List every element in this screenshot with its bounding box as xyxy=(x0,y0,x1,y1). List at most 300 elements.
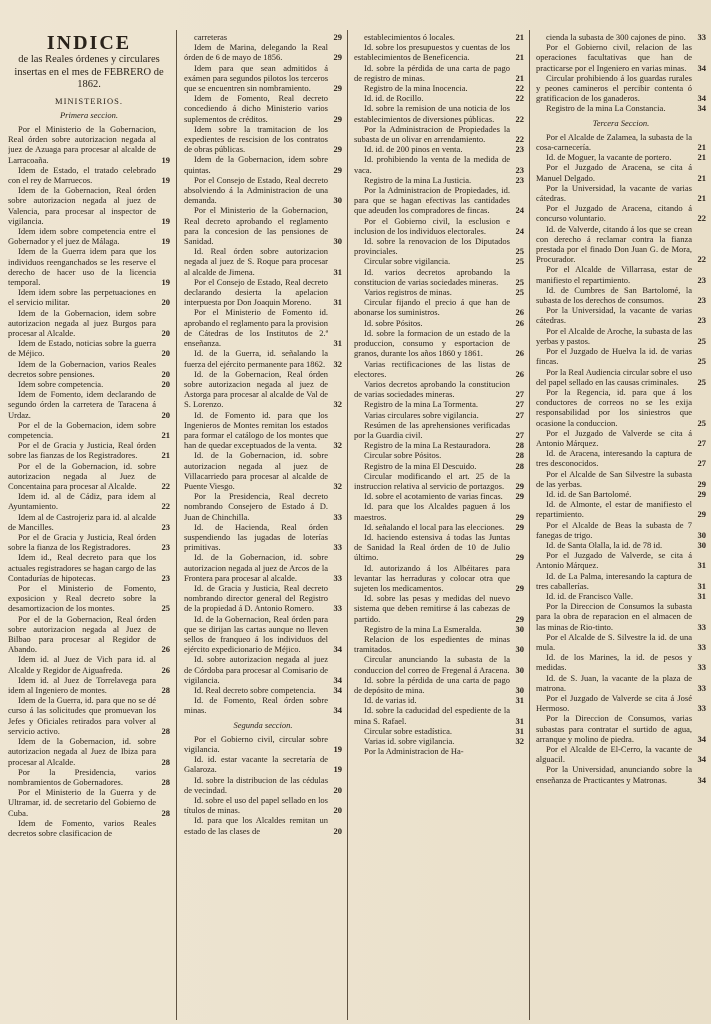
index-entry xyxy=(8,389,170,420)
entry-text: Idem de la Guerra idem para que los individuos reenganchados se les reserve el derecho de hacer uso de la licencia temporal. xyxy=(8,246,156,287)
index-entry xyxy=(536,346,706,366)
entry-text: Id. de Hacienda, Real órden suspendiendo las jugadas de loterías primitivas. xyxy=(184,521,328,553)
entry-text: Varias circulares sobre vigilancia. xyxy=(364,409,479,420)
index-entry xyxy=(8,675,170,695)
entry-text: Por el Ministerio de la Gobernacion, Real órden sobre autorizacion negada al juez de Azuaga para procesar al alcalde de Larracoaña. xyxy=(8,123,156,165)
entry-text: Id. de Moguer, la vacante de portero. xyxy=(546,152,672,163)
entry-text: Id. de Almonte, el estar de manifiesto el repartimiento. xyxy=(536,499,692,520)
entry-page-number: 21 xyxy=(161,430,170,440)
entry-text: Por la Administracion de Ha- xyxy=(364,746,464,757)
index-entry xyxy=(354,440,524,450)
entry-page-number: 20 xyxy=(333,784,342,795)
entry-text: Por el Juzgado de Valverde, se cita á Antonio Márquez. xyxy=(536,550,692,571)
index-entry xyxy=(536,632,706,652)
entry-page-number: 34 xyxy=(333,644,342,655)
entry-text: Id. para que los Alcaldes remitan un estado de las clases de xyxy=(184,815,328,836)
column-3 xyxy=(354,32,524,1017)
entry-page-number: 29 xyxy=(515,511,524,522)
entry-text: Id. de Santa Olalla, la id. de 78 id. xyxy=(546,539,663,550)
index-entry xyxy=(536,591,706,601)
entry-text: Id. de La Palma, interesando la captura de tres caballerías. xyxy=(536,570,692,591)
entry-page-number: 23 xyxy=(515,174,524,185)
entry-text: Idem al de Castrojeriz para id. al alcalde de Mancilles. xyxy=(8,511,156,532)
index-entry xyxy=(354,695,524,705)
entry-text: Idem id., Real decreto para que los actuales registradores se hagan cargo de las Contadurías de hipotecas. xyxy=(8,552,156,583)
entry-text: Id. sobre autorizacion negada al juez de Córdoba para procesar al Comisario de vigilancia. xyxy=(184,654,328,685)
entry-text: Varios decretos aprobando la constitucion de varias sociedades mineras. xyxy=(354,378,510,400)
entry-text: Id. de Fomento id. para que los Ingenieros de Montes remitan los estados para formar el catálogo de los montes que han de quedar exceptuados de la venta. xyxy=(184,409,328,451)
entry-text: Idem de Marina, delegando la Real órden de 6 de mayo de 1856. xyxy=(184,42,328,63)
entry-page-number: 28 xyxy=(161,807,170,818)
entry-page-number: 34 xyxy=(697,93,706,104)
entry-text: Por la Real Audiencia circular sobre el uso del papel sellado en las causas criminales. xyxy=(536,366,692,387)
entry-page-number: 32 xyxy=(333,480,342,491)
entry-text: Idem de la Gobernacion, idem sobre autorizacion negada al juez Burgos para procesar al Alcalde. xyxy=(8,307,156,338)
index-entry xyxy=(354,144,524,154)
entry-page-number: 30 xyxy=(333,195,342,206)
entry-text: Registro de la mina La Restauradora. xyxy=(364,440,491,451)
index-entry xyxy=(184,614,342,655)
entry-page-number: 21 xyxy=(697,172,706,183)
entry-text: Por el Ministerio de Fomento id. aprobando el reglamento para la provision de Cátedras de los Institutos de 2.ª enseñanza. xyxy=(184,307,328,349)
index-entry xyxy=(8,736,170,767)
entry-list-4 xyxy=(536,32,706,114)
index-entry xyxy=(184,175,342,206)
entry-text: Id. sobre la remision de una noticia de los establecimientos de diversiones públicas. xyxy=(354,103,510,124)
entry-page-number: 30 xyxy=(333,236,342,247)
index-entry xyxy=(184,491,342,522)
entry-text: Id. id. estar vacante la secretaría de Galaroza. xyxy=(184,754,328,775)
entry-text: Varias id. sobre vigilancia. xyxy=(364,736,455,747)
index-entry xyxy=(8,338,170,358)
index-entry xyxy=(354,399,524,409)
entry-page-number: 29 xyxy=(333,164,342,175)
entry-page-number: 19 xyxy=(161,174,170,185)
index-entry xyxy=(184,277,342,308)
index-entry xyxy=(536,448,706,468)
index-entry xyxy=(8,512,170,532)
entry-page-number: 27 xyxy=(515,409,524,420)
index-entry xyxy=(8,787,170,818)
index-entry xyxy=(536,693,706,713)
index-entry xyxy=(184,450,342,491)
entry-text: Idem para que sean admitidos á exámen para segundos pilotos los terceros que se encuentren sin nombramiento. xyxy=(184,62,328,94)
index-entry xyxy=(354,654,524,674)
index-entry xyxy=(354,491,524,501)
entry-page-number: 22 xyxy=(697,213,706,224)
entry-text: Registro de la mina La Constancia. xyxy=(546,103,666,114)
index-entry xyxy=(354,256,524,266)
entry-text: Por la Universidad, la vacante de varias cátedras. xyxy=(536,305,692,326)
entry-text: Circular sobre Pósitos. xyxy=(364,450,442,461)
entry-text: Idem de Fomento, Real decreto concediendo á dicho Ministerio varios suplementos de créditos. xyxy=(184,93,328,124)
entry-page-number: 21 xyxy=(515,52,524,63)
entry-text: Registro de la mina La Justicia. xyxy=(364,174,472,185)
entry-page-number: 24 xyxy=(515,205,524,216)
entry-page-number: 29 xyxy=(697,509,706,520)
entry-page-number: 25 xyxy=(515,256,524,267)
entry-text: Por el Consejo de Estado, Real decreto declarando desierta la apelacion interpuesta por Don Joaquin Moreno. xyxy=(184,276,328,308)
index-entry xyxy=(184,734,342,754)
entry-text: Id. sobre la caducidad del espediente de la mina S. Rafael. xyxy=(354,705,510,726)
entry-text: Id. señalando el local para las elecciones. xyxy=(364,521,505,532)
entry-text: Id. de Cumbres de San Bartolomé, la subasta de los derechos de consumos. xyxy=(536,284,692,306)
entry-text: Circular anunciando la subasta de la conduccion del correo de Fregenal á Aracena. xyxy=(354,654,510,675)
entry-page-number: 33 xyxy=(333,542,342,553)
index-entry xyxy=(354,93,524,103)
entry-text: Idem idem sobre competencia entre el Gobernador y el juez de Málaga. xyxy=(8,225,156,247)
entry-page-number: 29 xyxy=(515,480,524,491)
entry-list-3 xyxy=(354,32,524,756)
entry-text: Id. sobre el acotamiento de varias fincas. xyxy=(364,491,503,502)
entry-text: Idem de Fomento, idem declarando de segundo órden la carretera de Taracena á Urdaz. xyxy=(8,389,156,420)
entry-text: Idem id. al Juez de Torrelavega para idem al Ingeniero de montes. xyxy=(8,674,156,696)
entry-page-number: 28 xyxy=(515,460,524,471)
column-rule xyxy=(529,30,530,1020)
entry-page-number: 34 xyxy=(697,774,706,785)
entry-page-number: 29 xyxy=(515,491,524,502)
entry-text: Por el Gobierno civil, circular sobre vigilancia. xyxy=(184,733,328,755)
entry-text: establecimientos ó locales. xyxy=(364,32,455,42)
entry-text: Registro de la mina El Descuido. xyxy=(364,460,477,471)
index-entry xyxy=(354,746,524,756)
entry-page-number: 33 xyxy=(697,621,706,632)
entry-text: Por el Juzgado de Aracena, citando á concurso voluntario. xyxy=(536,203,692,224)
entry-text: Id. sobre la renovacion de los Diputados provinciales. xyxy=(354,236,510,257)
entry-text: Por el Alcalde de Zalamea, la subasta de la cosa-carnecería. xyxy=(536,131,692,153)
entry-text: Id. id. de Rocillo. xyxy=(364,93,424,104)
index-entry xyxy=(354,705,524,725)
index-entry xyxy=(8,226,170,246)
entry-page-number: 22 xyxy=(161,481,170,492)
entry-page-number: 23 xyxy=(697,295,706,306)
index-entry xyxy=(8,695,170,736)
index-entry xyxy=(354,32,524,42)
index-entry xyxy=(354,461,524,471)
index-entry xyxy=(184,124,342,155)
index-entry xyxy=(8,124,170,165)
index-entry xyxy=(354,297,524,317)
index-entry xyxy=(354,83,524,93)
entry-page-number: 31 xyxy=(697,580,706,591)
entry-page-number: 33 xyxy=(697,703,706,714)
index-entry xyxy=(536,203,706,223)
entry-text: Idem de Fomento, varios Reales decretos sobre clasificacion de xyxy=(8,817,156,838)
entry-text: Id. autorizando á los Albéitares para levantar las herraduras y colocar otra que sujeten los medicamentos. xyxy=(354,562,510,593)
index-entry xyxy=(184,410,342,451)
entry-text: Varias rectificaciones de las listas de electores. xyxy=(354,358,510,379)
index-entry xyxy=(354,359,524,379)
page-title: INDICE xyxy=(46,32,132,54)
entry-list-1 xyxy=(8,124,170,838)
entry-text: Idem de la Gobernacion, id. sobre autorizacion negada al Juez de Ibiza para procesar al Alcalde. xyxy=(8,736,156,767)
entry-page-number: 25 xyxy=(697,335,706,346)
index-entry xyxy=(354,267,524,287)
entry-page-number: 33 xyxy=(333,572,342,583)
index-entry xyxy=(536,764,706,784)
entry-text: Registro de la mina La Esmeralda. xyxy=(364,623,482,634)
section-ministerios: MINISTERIOS. xyxy=(55,95,123,106)
index-entry xyxy=(536,387,706,428)
entry-text: Resúmen de las aprehensiones verificadas por la Guardia civil. xyxy=(354,419,510,440)
entry-text: Idem de la Gobernacion, Real órden sobre autorizacion negada al juez de Valencia, para procesar al inspector de vigilancia. xyxy=(8,185,156,226)
entry-page-number: 33 xyxy=(697,641,706,652)
entry-page-number: 20 xyxy=(161,409,170,420)
entry-page-number: 23 xyxy=(161,572,170,583)
entry-page-number: 29 xyxy=(515,521,524,532)
entry-page-number: 28 xyxy=(161,776,170,787)
entry-text: Por el Juzgado de Aracena, se cita á Manuel Delgado. xyxy=(536,162,692,183)
index-entry xyxy=(536,224,706,265)
entry-text: Id. de Valverde, citando á los que se crean con derecho á reclamar contra la fianza prestada por el finado Don Juan G. de Mora, Procurador. xyxy=(536,223,692,265)
index-entry xyxy=(536,489,706,499)
entry-page-number: 19 xyxy=(333,764,342,775)
index-entry xyxy=(536,326,706,346)
entry-page-number: 26 xyxy=(161,644,170,655)
entry-page-number: 21 xyxy=(697,152,706,163)
entry-page-number: 34 xyxy=(333,705,342,716)
index-entry xyxy=(536,132,706,152)
index-entry xyxy=(354,522,524,532)
entry-page-number: 23 xyxy=(515,164,524,175)
index-entry xyxy=(8,654,170,674)
entry-text: Por el de Gracia y Justicia, Real órden sobre la fianza de los Registradores. xyxy=(8,532,156,553)
entry-page-number: 31 xyxy=(515,725,524,736)
entry-text: Id. sobre Pósitos. xyxy=(364,317,423,328)
entry-page-number: 22 xyxy=(161,501,170,512)
entry-page-number: 26 xyxy=(161,664,170,675)
entry-text: Id. haciendo estensiva á todas las Juntas de Sanidad la Real órden de 10 de Julio último. xyxy=(354,531,510,563)
page-subtitle: de las Reales órdenes y circulares insertas en el mes de FEBRERO de 1862. xyxy=(14,54,164,90)
entry-text: Idem de la Gobernacion, idem sobre quintas. xyxy=(184,154,328,175)
entry-page-number: 31 xyxy=(697,590,706,601)
entry-text: Id. Real órden sobre autorizacion negada al juez de S. Roque para procesar al alcalde de Jimena. xyxy=(184,246,328,277)
entry-page-number: 33 xyxy=(333,603,342,614)
entry-text: Idem id. al Juez de Vich para id. al Alcalde y Regidor de Aiguafreda. xyxy=(8,654,156,675)
entry-text: Por la Administracion de Propiedades la subasta de un olivar en arrendamiento. xyxy=(354,123,510,145)
index-entry xyxy=(354,410,524,420)
entry-text: Id. de la Guerra, id. señalando la fuerza del ejército permanente para 1862. xyxy=(184,348,328,369)
index-entry xyxy=(354,420,524,440)
index-entry xyxy=(354,726,524,736)
entry-text: Id. de la Gobernacion, Real órden sobre autorizacion negada al juez de Astorga para procesar al alcalde de Val de S. Lorenzo. xyxy=(184,368,328,410)
entry-text: Por el Gobierno civil, la esclusion e inclusion de los individuos electorales. xyxy=(354,215,510,236)
entry-page-number: 21 xyxy=(161,450,170,461)
entry-text: Id. sobre la pérdida de una carta de pago de depósito de mina. xyxy=(354,674,510,695)
entry-text: carreteras xyxy=(194,32,228,42)
section-primera: Primera seccion. xyxy=(59,109,119,120)
entry-text: Por el de la Gobernacion, Real órden sobre autorizacion negada al Juez de Bilbao para procesar al Regidor de Abando. xyxy=(8,613,156,655)
index-entry xyxy=(536,428,706,448)
entry-text: Por la Universidad, anunciando sobre la enseñanza de Practicantes y Matronas. xyxy=(536,764,692,785)
entry-text: Id. prohibiendo la venta de la medida de vaca. xyxy=(354,154,510,175)
index-entry xyxy=(354,736,524,746)
index-entry xyxy=(8,246,170,287)
entry-text: Idem de la Gobernacion, varios Reales decretos sobre pensiones. xyxy=(8,358,156,379)
index-entry xyxy=(8,185,170,226)
entry-page-number: 23 xyxy=(697,274,706,285)
index-entry xyxy=(536,305,706,325)
entry-page-number: 26 xyxy=(515,307,524,318)
index-entry xyxy=(354,593,524,624)
entry-page-number: 29 xyxy=(697,488,706,499)
entry-page-number: 25 xyxy=(515,287,524,298)
entry-text: Circular prohibiendo á los guardas rurales y peones camineros el percibir contenta ó gratificacion de los ganaderos. xyxy=(536,72,692,104)
entry-page-number: 25 xyxy=(161,603,170,614)
entry-page-number: 23 xyxy=(697,315,706,326)
index-entry xyxy=(184,815,342,835)
index-entry xyxy=(184,583,342,614)
entry-page-number: 27 xyxy=(697,437,706,448)
index-entry xyxy=(354,471,524,491)
entry-page-number: 34 xyxy=(697,754,706,765)
index-entry xyxy=(184,246,342,277)
entry-page-number: 24 xyxy=(515,225,524,236)
entry-text: Id. de varias id. xyxy=(364,695,417,706)
index-entry xyxy=(354,450,524,460)
index-entry xyxy=(354,563,524,594)
entry-text: Por el Alcalde de Villarrasa, estar de manifiesto el repartimiento. xyxy=(536,264,692,285)
entry-page-number: 31 xyxy=(515,695,524,706)
entry-page-number: 19 xyxy=(161,276,170,287)
index-entry xyxy=(536,673,706,693)
entry-text: Por la Administracion de Propiedades, id. para que se hagan efectivas las cantidades que adeuden los compradores de fincas. xyxy=(354,185,510,216)
entry-page-number: 30 xyxy=(697,529,706,540)
index-entry xyxy=(8,287,170,307)
entry-text: Id. id. de Francisco Valle. xyxy=(546,590,633,601)
entry-text: Idem de Estado, el tratado celebrado con el rey de Marruecos. xyxy=(8,164,156,185)
entry-page-number: 29 xyxy=(515,613,524,624)
entry-page-number: 30 xyxy=(697,539,706,550)
index-entry xyxy=(536,550,706,570)
entry-page-number: 28 xyxy=(515,450,524,461)
entry-page-number: 28 xyxy=(161,685,170,696)
index-entry xyxy=(184,307,342,348)
section-tercera: Tercera Seccion. xyxy=(592,117,650,128)
index-entry xyxy=(354,63,524,83)
column-4 xyxy=(536,32,706,1017)
entry-text: Idem sobre la tramitacion de los expedientes de rescision de los contratos de obras públicas. xyxy=(184,123,328,155)
entry-page-number: 29 xyxy=(333,113,342,124)
entry-page-number: 34 xyxy=(333,674,342,685)
entry-page-number: 34 xyxy=(697,733,706,744)
entry-page-number: 27 xyxy=(515,389,524,400)
index-entry xyxy=(354,379,524,399)
entry-page-number: 27 xyxy=(697,458,706,469)
entry-page-number: 32 xyxy=(515,736,524,747)
index-entry xyxy=(354,624,524,634)
index-entry xyxy=(536,152,706,162)
column-rule xyxy=(176,30,177,1020)
index-entry xyxy=(536,183,706,203)
entry-page-number: 19 xyxy=(333,744,342,755)
index-entry xyxy=(184,795,342,815)
index-entry xyxy=(184,42,342,62)
entry-page-number: 22 xyxy=(697,254,706,265)
entry-page-number: 29 xyxy=(515,552,524,563)
entry-text: Id. de Aracena, interesando la captura de tres desconocidos. xyxy=(536,448,692,469)
index-entry xyxy=(536,162,706,182)
index-entry xyxy=(354,318,524,328)
entry-text: Circular sobre vigilancia. xyxy=(364,256,451,267)
entry-page-number: 31 xyxy=(515,715,524,726)
entry-page-number: 33 xyxy=(333,511,342,522)
index-entry xyxy=(184,522,342,553)
entry-page-number: 21 xyxy=(697,193,706,204)
index-entry xyxy=(536,744,706,764)
index-entry xyxy=(354,185,524,216)
index-entry xyxy=(184,685,342,695)
entry-page-number: 21 xyxy=(515,32,524,42)
entry-text: Por el Alcalde de San Silvestre la subasta de las yerbas. xyxy=(536,468,692,489)
index-entry xyxy=(184,205,342,246)
index-entry xyxy=(536,42,706,73)
index-entry xyxy=(536,73,706,104)
index-entry xyxy=(354,328,524,359)
entry-page-number: 29 xyxy=(697,478,706,489)
entry-text: Idem id. al de Cádiz, para idem al Ayuntamiento. xyxy=(8,491,156,512)
index-entry xyxy=(8,359,170,379)
column-2 xyxy=(184,32,342,1017)
index-entry xyxy=(8,491,170,511)
entry-page-number: 32 xyxy=(333,399,342,410)
index-entry xyxy=(354,236,524,256)
entry-page-number: 23 xyxy=(515,144,524,155)
entry-list-4b xyxy=(536,132,706,785)
entry-page-number: 22 xyxy=(515,134,524,145)
entry-page-number: 32 xyxy=(333,358,342,369)
entry-page-number: 33 xyxy=(697,682,706,693)
entry-page-number: 20 xyxy=(161,368,170,379)
index-entry xyxy=(536,103,706,113)
entry-text: Por el de la Gobernacion, idem sobre competencia. xyxy=(8,419,156,440)
entry-page-number: 22 xyxy=(515,83,524,94)
entry-text: Por el Ministerio de Fomento, exposicion y Real decreto sobre la desamortizacion de los montes. xyxy=(8,583,156,614)
entry-page-number: 30 xyxy=(515,623,524,634)
entry-list-2b xyxy=(184,734,342,836)
index-entry xyxy=(536,520,706,540)
index-entry xyxy=(8,165,170,185)
entry-page-number: 34 xyxy=(697,103,706,114)
entry-page-number: 29 xyxy=(333,52,342,63)
entry-text: Por el Gobierno civil, relacion de las operaciones facultativas que han de practicarse por el Ingeniero en varias minas. xyxy=(536,42,692,73)
entry-text: Id. de S. Juan, la vacante de la plaza de matrona. xyxy=(536,672,692,693)
index-entry xyxy=(354,103,524,123)
index-entry xyxy=(354,501,524,521)
column-rule xyxy=(347,30,348,1020)
index-entry xyxy=(536,285,706,305)
entry-text: Por el Ministerio de la Gobernacion, Real decreto aprobando el reglamento para la concesion de las pensiones de Sanidad. xyxy=(184,205,328,247)
entry-text: Varios registros de minas. xyxy=(364,287,452,298)
column-1 xyxy=(8,32,170,1017)
entry-text: Por la Direccion de Consumos la subasta para la obra de reparacion en el almacen de las minas de Rio-tinto. xyxy=(536,601,692,632)
entry-page-number: 22 xyxy=(515,113,524,124)
entry-page-number: 19 xyxy=(161,154,170,165)
entry-text: Id. de los Marines, la id. de pesos y medidas. xyxy=(536,652,692,673)
entry-text: Por el Juzgado de Huelva la id. de varias fincas. xyxy=(536,346,692,367)
index-entry xyxy=(8,583,170,614)
entry-text: Id. sobre el uso del papel sellado en los títulos de minas. xyxy=(184,795,328,816)
index-entry xyxy=(354,675,524,695)
entry-text: Id. para que los Alcaldes paguen á los maestros. xyxy=(354,501,510,522)
entry-page-number: 31 xyxy=(333,338,342,349)
entry-text: Por la Direccion de Consumos, varias subastas para contratar el surtido de agua, arranque y molino de piedra. xyxy=(536,713,692,744)
entry-page-number: 28 xyxy=(161,725,170,736)
entry-page-number: 31 xyxy=(697,560,706,571)
index-entry xyxy=(354,175,524,185)
entry-text: Id. sobre la formacion de un estado de la produccion, consumo y esportacion de granos, durante los años 1860 y 1861. xyxy=(354,327,510,359)
entry-page-number: 28 xyxy=(161,756,170,767)
